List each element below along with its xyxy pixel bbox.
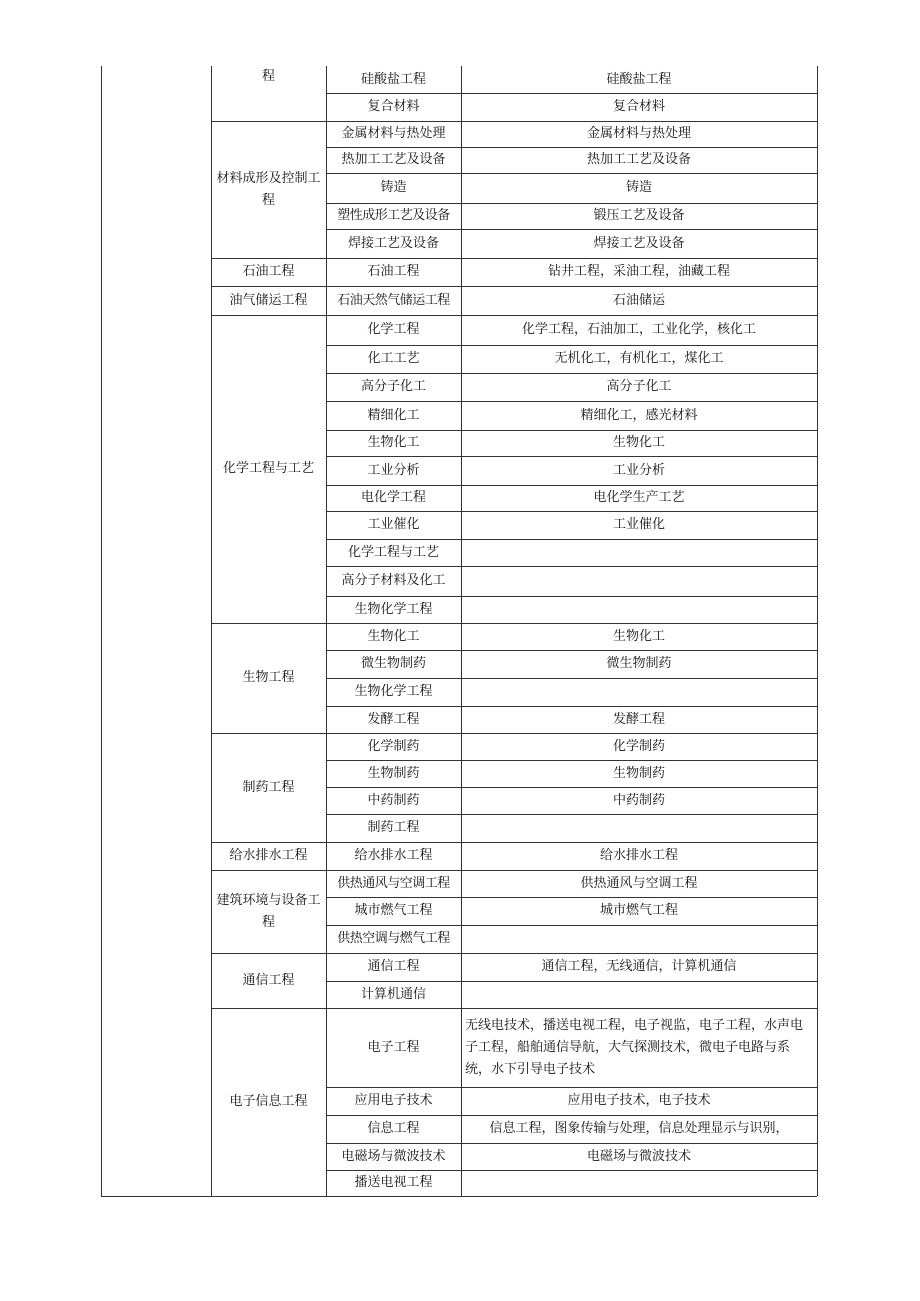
old-major-cell bbox=[461, 566, 817, 596]
major-cell: 电子工程 bbox=[367, 1039, 420, 1055]
table-column-border bbox=[101, 66, 102, 1196]
old-major-cell: 无线电技术，播送电视工程，电子视监，电子工程，水声电子工程，船舶通信导航，大气探测技术，微电子电路与系统，水下引导电子技术 bbox=[465, 1017, 804, 1077]
old-major-cell: 发酵工程 bbox=[612, 711, 665, 727]
group-cell: 材料成形及控制工程 bbox=[216, 170, 321, 208]
old-major-cell: 铸造 bbox=[625, 180, 652, 195]
group-cell: 程 bbox=[261, 69, 275, 84]
major-cell: 工业分析 bbox=[367, 462, 420, 478]
major-cell: 制药工程 bbox=[367, 820, 420, 835]
old-major-cell: 给水排水工程 bbox=[599, 848, 678, 863]
major-cell: 供热空调与燃气工程 bbox=[337, 931, 450, 946]
major-cell: 硅酸盐工程 bbox=[360, 71, 426, 87]
table-column-border bbox=[817, 66, 818, 1196]
major-cell: 化学工程 bbox=[367, 322, 420, 337]
old-major-cell: 应用电子技术，电子技术 bbox=[567, 1093, 711, 1108]
group-cell: 石油工程 bbox=[242, 264, 295, 279]
major-cell: 热加工工艺及设备 bbox=[341, 152, 446, 167]
major-cell: 给水排水工程 bbox=[354, 848, 433, 863]
old-major-cell: 石油储运 bbox=[612, 292, 665, 308]
major-cell: 金属材料与热处理 bbox=[341, 126, 446, 141]
major-cell: 电化学工程 bbox=[360, 490, 426, 505]
major-cell: 供热通风与空调工程 bbox=[337, 875, 450, 891]
major-cell: 生物化工 bbox=[367, 628, 420, 644]
group-cell: 生物工程 bbox=[242, 670, 295, 685]
old-major-cell: 通信工程，无线通信，计算机通信 bbox=[541, 959, 737, 974]
group-cell: 建筑环境与设备工程 bbox=[216, 892, 321, 930]
old-major-cell: 化学制药 bbox=[612, 738, 665, 754]
group-cell: 化学工程与工艺 bbox=[222, 461, 314, 476]
old-major-cell: 金属材料与热处理 bbox=[586, 126, 691, 141]
old-major-cell: 生物化工 bbox=[612, 435, 665, 450]
old-major-cell: 中药制药 bbox=[612, 792, 665, 808]
old-major-cell: 信息工程，图象传输与处理，信息处理显示与识别， bbox=[489, 1121, 789, 1136]
major-cell: 高分子化工 bbox=[360, 379, 426, 394]
old-major-cell bbox=[461, 596, 817, 623]
major-cell: 通信工程 bbox=[367, 959, 420, 974]
major-cell: 微生物制药 bbox=[360, 656, 426, 671]
major-cell: 生物化学工程 bbox=[354, 601, 433, 617]
old-major-cell: 城市燃气工程 bbox=[599, 903, 678, 918]
old-major-cell: 电磁场与微波技术 bbox=[586, 1148, 691, 1164]
old-major-cell: 硅酸盐工程 bbox=[606, 71, 672, 87]
major-cell: 生物制药 bbox=[367, 765, 420, 781]
old-major-cell: 生物制药 bbox=[612, 765, 665, 781]
major-cell: 计算机通信 bbox=[360, 986, 426, 1002]
major-cell: 中药制药 bbox=[367, 792, 420, 808]
old-major-cell bbox=[461, 539, 817, 566]
major-cell: 复合材料 bbox=[367, 99, 420, 114]
major-cell: 发酵工程 bbox=[367, 711, 420, 727]
old-major-cell: 无机化工，有机化工，煤化工 bbox=[554, 351, 724, 366]
old-major-cell bbox=[461, 925, 817, 953]
major-cell: 信息工程 bbox=[367, 1121, 420, 1136]
old-major-cell: 化学工程，石油加工，工业化学，核化工 bbox=[521, 322, 756, 337]
major-cell: 化学制药 bbox=[367, 738, 420, 754]
major-cell: 播送电视工程 bbox=[354, 1175, 433, 1190]
table-bottom-border bbox=[101, 1196, 817, 1197]
major-cell: 石油工程 bbox=[367, 264, 420, 279]
major-cell: 工业催化 bbox=[367, 517, 420, 532]
major-cell: 高分子材料及化工 bbox=[341, 573, 446, 588]
major-cell: 化学工程与工艺 bbox=[347, 544, 439, 560]
major-cell: 化工工艺 bbox=[367, 351, 420, 366]
old-major-cell bbox=[461, 678, 817, 706]
old-major-cell: 精细化工，感光材料 bbox=[580, 407, 698, 423]
group-cell: 电子信息工程 bbox=[229, 1094, 308, 1109]
major-cell: 电磁场与微波技术 bbox=[341, 1148, 446, 1164]
major-cell: 铸造 bbox=[380, 180, 407, 195]
group-cell: 油气储运工程 bbox=[229, 292, 308, 308]
old-major-cell: 复合材料 bbox=[612, 99, 665, 114]
major-cell: 塑性成形工艺及设备 bbox=[337, 208, 450, 223]
old-major-cell bbox=[461, 814, 817, 842]
major-cell: 应用电子技术 bbox=[354, 1093, 433, 1108]
major-cell: 石油天然气储运工程 bbox=[337, 292, 450, 308]
major-cell: 生物化工 bbox=[367, 435, 420, 450]
old-major-cell: 高分子化工 bbox=[606, 379, 672, 394]
old-major-cell: 锻压工艺及设备 bbox=[593, 208, 685, 223]
old-major-cell: 供热通风与空调工程 bbox=[580, 875, 698, 891]
major-cell: 城市燃气工程 bbox=[354, 903, 433, 918]
old-major-cell: 热加工工艺及设备 bbox=[586, 152, 691, 167]
old-major-cell: 生物化工 bbox=[612, 628, 665, 644]
major-cell: 焊接工艺及设备 bbox=[347, 235, 439, 251]
old-major-cell: 焊接工艺及设备 bbox=[593, 235, 685, 251]
old-major-cell: 工业分析 bbox=[612, 462, 665, 478]
old-major-cell bbox=[461, 1170, 817, 1196]
specialty-table bbox=[101, 66, 817, 1196]
old-major-cell bbox=[461, 981, 817, 1008]
group-cell: 通信工程 bbox=[242, 972, 295, 988]
old-major-cell: 电化学生产工艺 bbox=[593, 490, 685, 505]
old-major-cell: 微生物制药 bbox=[606, 656, 672, 671]
major-cell: 精细化工 bbox=[367, 407, 420, 423]
old-major-cell: 钻井工程，采油工程，油藏工程 bbox=[547, 264, 730, 279]
group-cell: 给水排水工程 bbox=[229, 848, 308, 863]
group-cell: 制药工程 bbox=[242, 779, 295, 795]
old-major-cell: 工业催化 bbox=[612, 517, 665, 532]
major-cell: 生物化学工程 bbox=[354, 684, 433, 699]
